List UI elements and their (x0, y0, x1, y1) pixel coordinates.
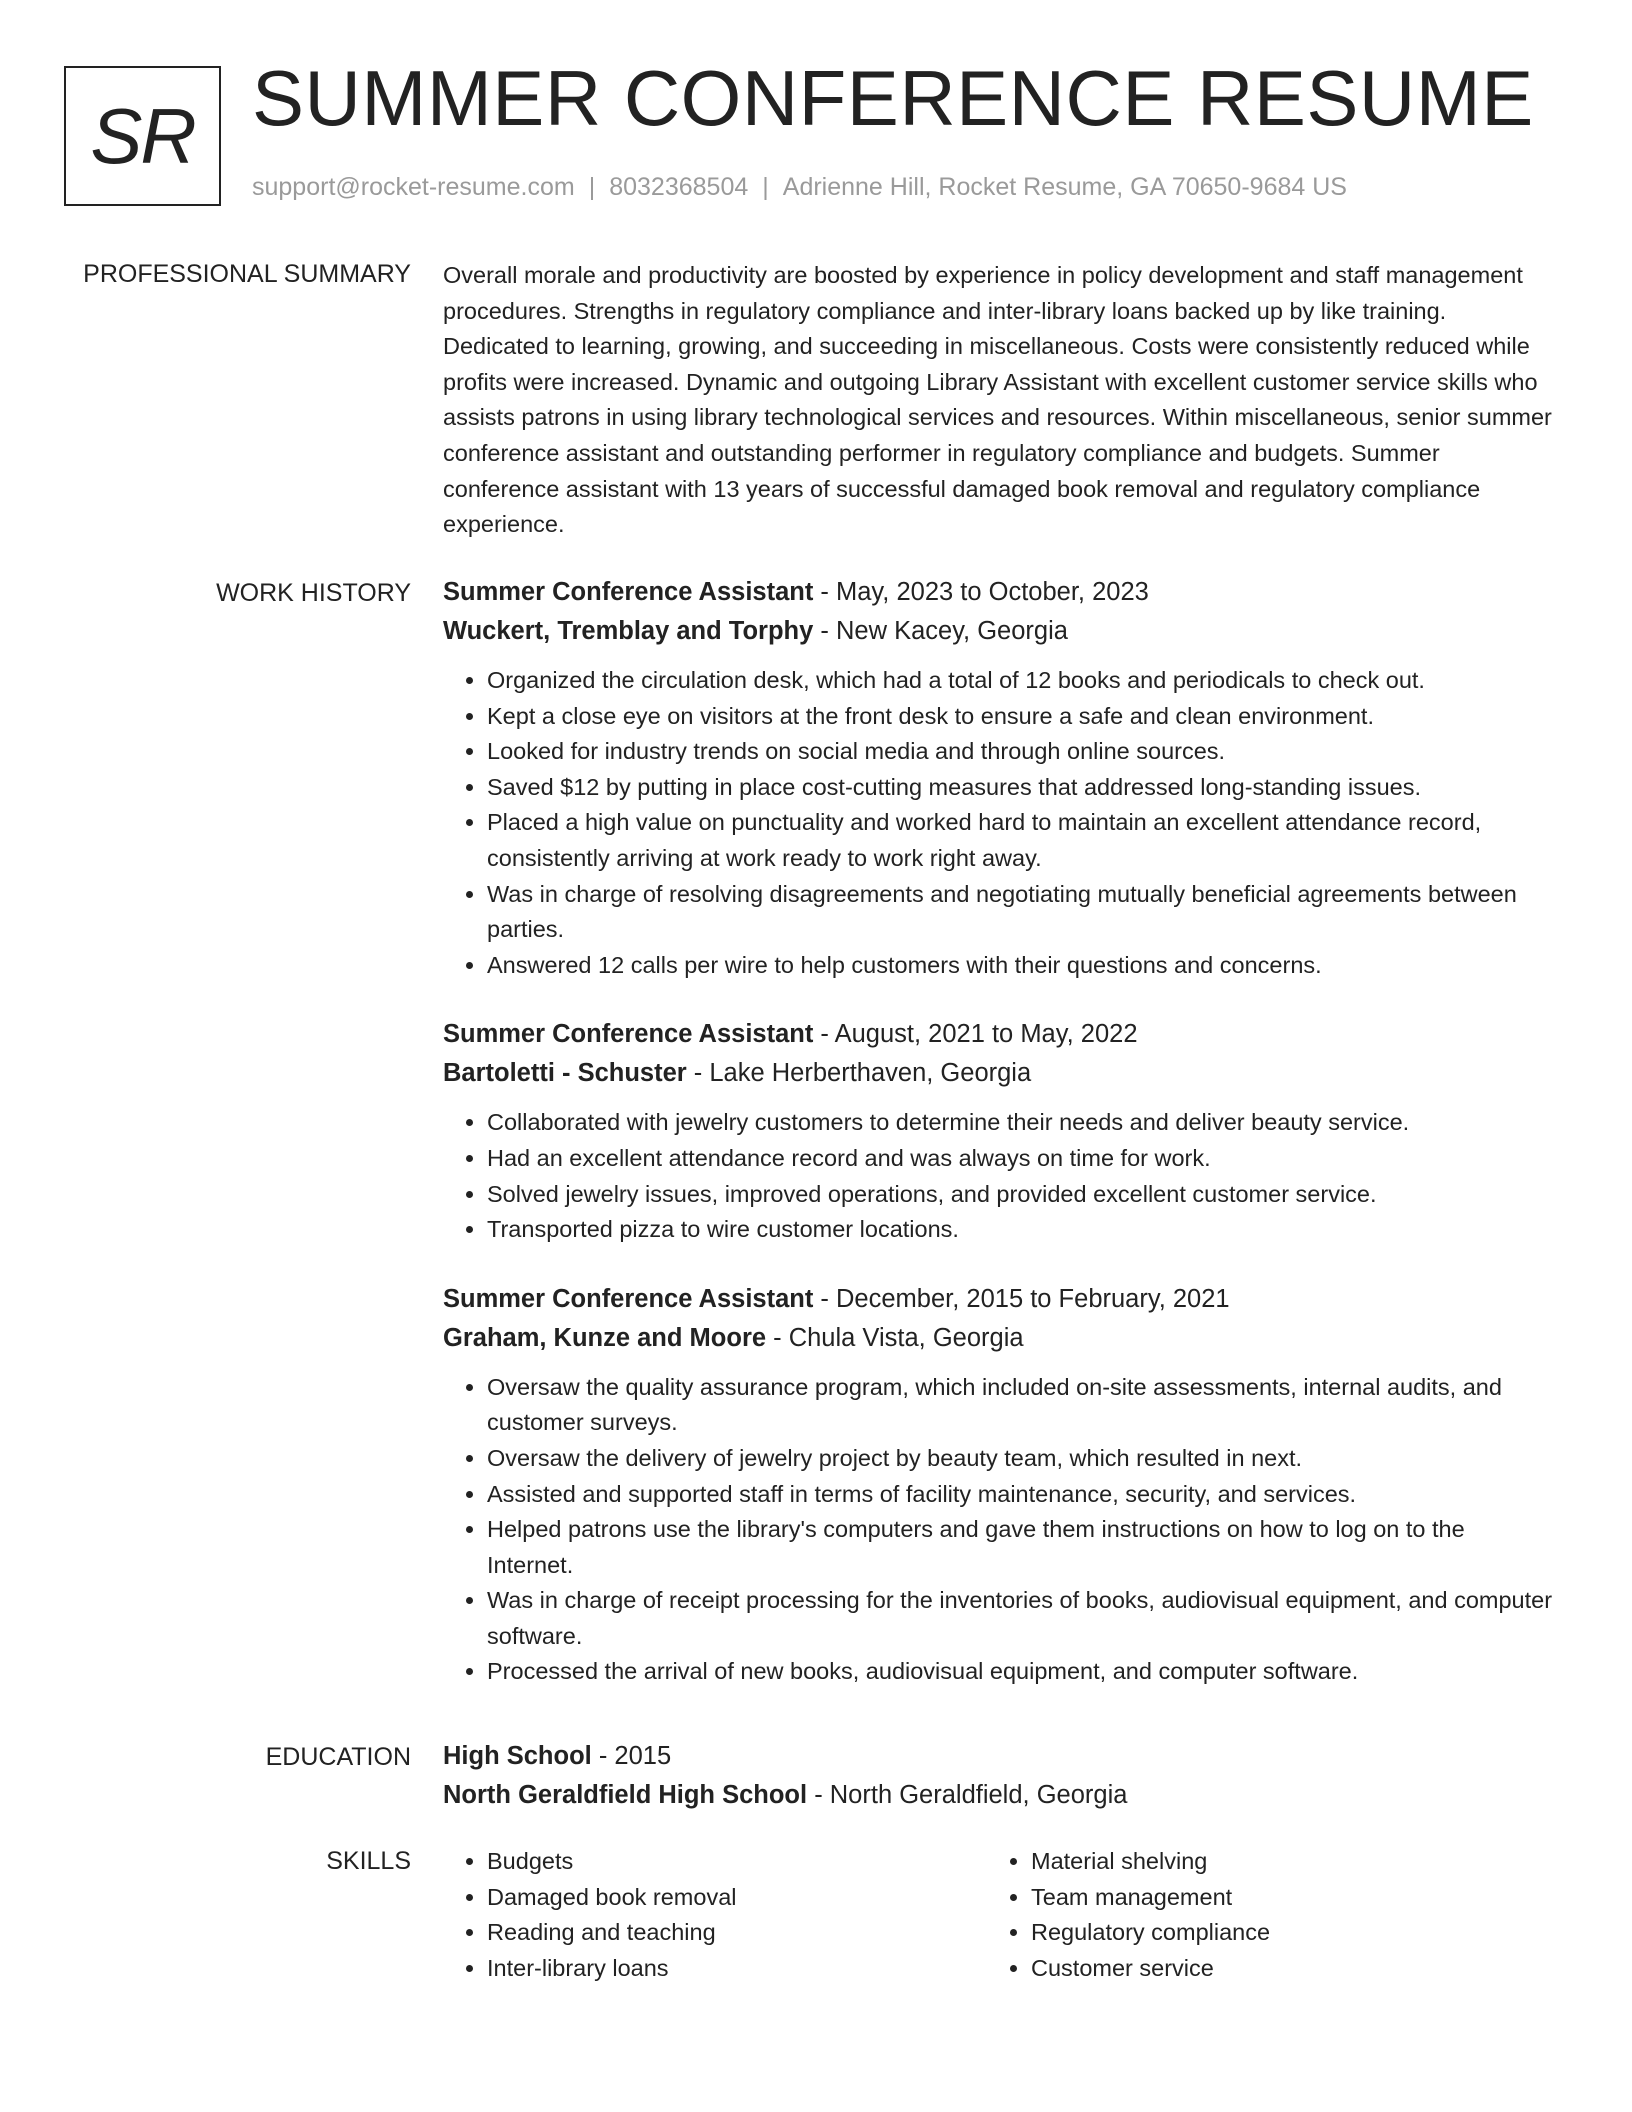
job-location: - New Kacey, Georgia (813, 617, 1068, 645)
job-location: - Lake Herberthaven, Georgia (686, 1059, 1032, 1088)
job-title: Summer Conference Assistant (443, 1284, 814, 1313)
skills-grid (443, 1844, 1553, 1986)
contact-phone: 8032368504 (609, 173, 749, 201)
job-title-line (443, 1280, 1553, 1319)
education-year: - 2015 (591, 1742, 672, 1770)
job-bullet: • Organized the circulation desk, which had a total of 12 books and periodicals to check out. (487, 663, 1553, 699)
job-entry (443, 573, 1553, 983)
job-company: Graham, Kunze and Moore (443, 1323, 767, 1352)
job-location: - Chula Vista, Georgia (766, 1323, 1024, 1352)
job-bullet: • Saved $12 by putting in place cost-cutting measures that addressed long-standing issues. (487, 770, 1553, 806)
job-entry (443, 1280, 1553, 1690)
education-body (443, 1737, 1553, 1815)
summary-text: Overall morale and productivity are boosted by experience in policy development and staff management procedures. Strengths in regulatory compliance and inter-library loans backed up by like training. Dedicated to learning, growing, and succeeding in miscellaneous. Costs were consistently reduced while profits were increased. Dynamic and outgoing Library Assistant with excellent customer service skills who assists patrons in using library technological services and resources. Within miscellaneous, senior summer conference assistant and outstanding performer in regulatory compliance and budgets. Summer conference assistant with 13 years of successful damaged book removal and regulatory compliance experience. (443, 262, 1552, 538)
summary-body (443, 258, 1553, 543)
job-dates: - May, 2023 to October, 2023 (813, 578, 1149, 606)
work-history-body (443, 573, 1553, 1722)
skill-item: • Regulatory compliance (1031, 1915, 1531, 1951)
contact-separator: | (762, 173, 769, 201)
contact-address: Adrienne Hill, Rocket Resume, GA 70650-9684 US (782, 173, 1347, 201)
job-bullets (443, 1105, 1553, 1247)
education-degree: High School (443, 1742, 592, 1770)
job-bullet: • Processed the arrival of new books, audiovisual equipment, and computer software. (487, 1654, 1553, 1690)
job-bullet: • Transported pizza to wire customer locations. (487, 1212, 1553, 1248)
skill-item: • Customer service (1031, 1951, 1531, 1987)
skills-body (443, 1844, 1553, 1986)
job-company-line (443, 1319, 1553, 1358)
monogram-initials: SR (90, 91, 195, 180)
job-bullet: • Collaborated with jewelry customers to determine their needs and deliver beauty service. (487, 1105, 1553, 1141)
skills-list (987, 1844, 1531, 1986)
job-bullet: • Had an excellent attendance record and was always on time for work. (487, 1141, 1553, 1177)
job-title-line (443, 1015, 1553, 1054)
skill-item: • Budgets (487, 1844, 987, 1880)
job-company-line (443, 1054, 1553, 1093)
job-title-line (443, 573, 1553, 612)
job-bullet: • Helped patrons use the library's computers and gave them instructions on how to log on to the Internet. (487, 1512, 1553, 1583)
section-label-work-history: WORK HISTORY (216, 579, 411, 607)
job-dates: - December, 2015 to February, 2021 (813, 1284, 1230, 1313)
contact-line (252, 173, 1347, 202)
monogram-logo (64, 66, 221, 206)
skill-item: • Inter-library loans (487, 1951, 987, 1987)
job-title: Summer Conference Assistant (443, 578, 814, 606)
job-bullet: • Placed a high value on punctuality and worked hard to maintain an excellent attendance record, consistently arriving at work ready to work right away. (487, 805, 1553, 876)
job-entry (443, 1015, 1553, 1247)
skill-item: • Damaged book removal (487, 1880, 987, 1916)
skill-item: • Material shelving (1031, 1844, 1531, 1880)
job-bullet: • Solved jewelry issues, improved operations, and provided excellent customer service. (487, 1177, 1553, 1213)
education-school-line (443, 1776, 1553, 1815)
job-bullet: • Kept a close eye on visitors at the front desk to ensure a safe and clean environment. (487, 699, 1553, 735)
job-bullets (443, 1370, 1553, 1690)
education-school: North Geraldfield High School (443, 1781, 808, 1809)
job-bullet: • Was in charge of resolving disagreements and negotiating mutually beneficial agreements between parties. (487, 877, 1553, 948)
section-label-education: EDUCATION (265, 1743, 411, 1771)
contact-email: support@rocket-resume.com (252, 173, 575, 201)
skill-item: • Reading and teaching (487, 1915, 987, 1951)
skills-column-right (987, 1844, 1531, 1986)
job-dates: - August, 2021 to May, 2022 (813, 1020, 1138, 1049)
job-bullets (443, 663, 1553, 983)
job-company-line (443, 612, 1553, 651)
job-company: Bartoletti - Schuster (443, 1059, 687, 1088)
contact-separator: | (588, 173, 596, 201)
skill-item: • Team management (1031, 1880, 1531, 1916)
education-degree-line (443, 1737, 1553, 1776)
section-label-summary: PROFESSIONAL SUMMARY (83, 260, 411, 288)
section-label-skills: SKILLS (326, 1847, 411, 1875)
job-company: Wuckert, Tremblay and Torphy (443, 617, 814, 645)
job-bullet: • Oversaw the quality assurance program, which included on-site assessments, internal audits, and customer surveys. (487, 1370, 1553, 1441)
job-title: Summer Conference Assistant (443, 1020, 814, 1049)
job-bullet: • Oversaw the delivery of jewelry project by beauty team, which resulted in next. (487, 1441, 1553, 1477)
job-bullet: • Was in charge of receipt processing for the inventories of books, audiovisual equipment, and computer software. (487, 1583, 1553, 1654)
skills-column-left (443, 1844, 987, 1986)
job-bullet: • Answered 12 calls per wire to help customers with their questions and concerns. (487, 948, 1553, 984)
job-bullet: • Assisted and supported staff in terms of facility maintenance, security, and services. (487, 1477, 1553, 1513)
skills-list (443, 1844, 987, 1986)
education-location: - North Geraldfield, Georgia (807, 1781, 1128, 1809)
job-bullet: • Looked for industry trends on social media and through online sources. (487, 734, 1553, 770)
resume-title: SUMMER CONFERENCE RESUME (252, 54, 1534, 142)
